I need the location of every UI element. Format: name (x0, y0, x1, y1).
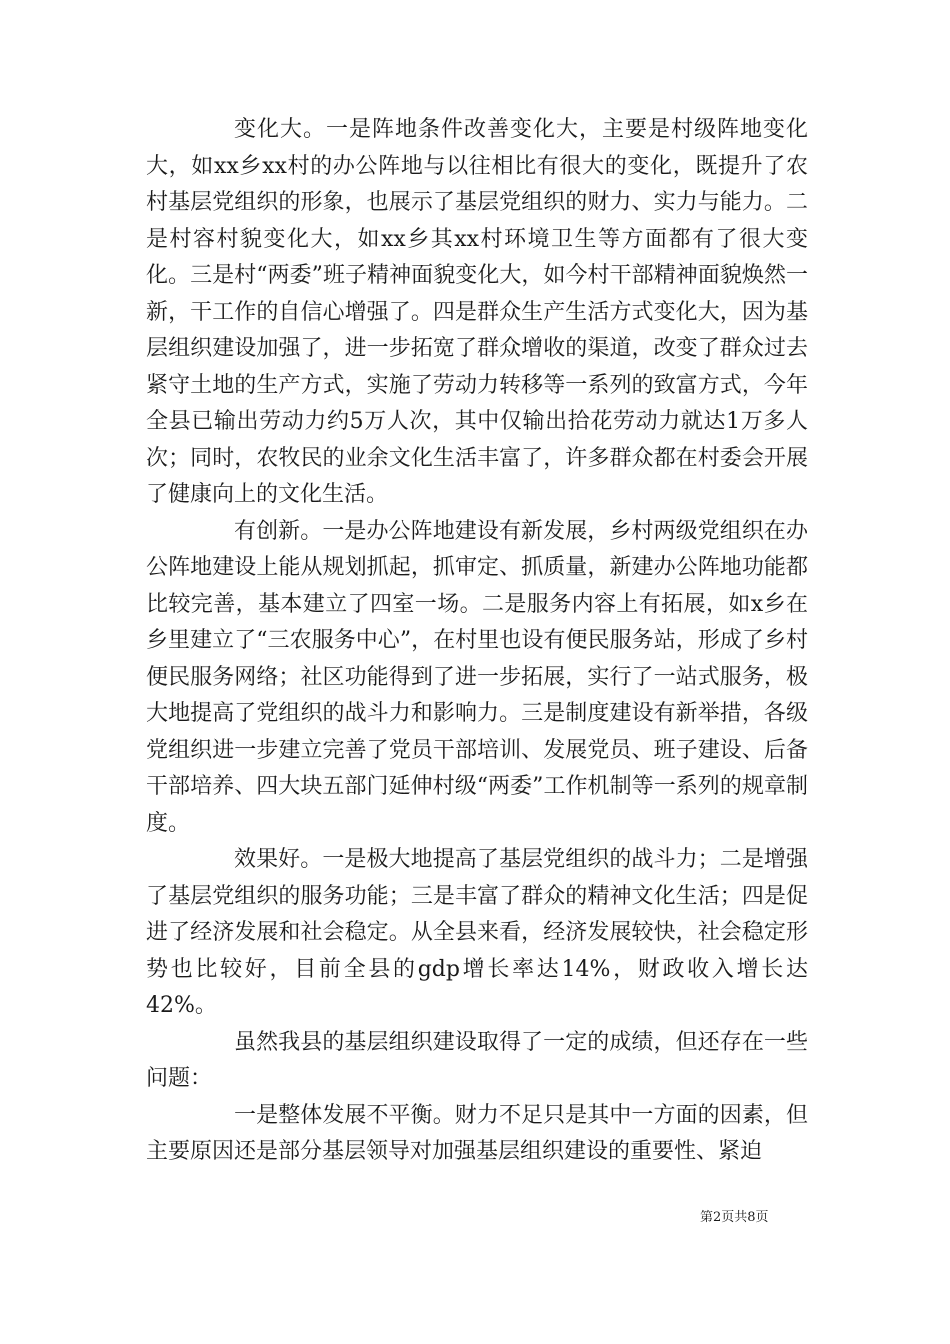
document-body (146, 112, 808, 1171)
paragraph-innovation: 有创新。一是办公阵地建设有新发展，乡村两级党组织在办公阵地建设上能从规划抓起，抓审定、抓质量，新建办公阵地功能都比较完善，基本建立了四室一场。二是服务内容上有拓展，如x乡在乡里建立了“三农服务中心”，在村里也设有便民服务站，形成了乡村便民服务网络；社区功能得到了进一步拓展，实行了一站式服务，极大地提高了党组织的战斗力和影响力。三是制度建设有新举措，各级党组织进一步建立完善了党员干部培训、发展党员、班子建设、后备干部培养、四大块五部门延伸村级“两委”工作机制等一系列的规章制度。 (146, 518, 808, 836)
paragraph-changes: 变化大。一是阵地条件改善变化大，主要是村级阵地变化大，如xx乡xx村的办公阵地与以往相比有很大的变化，既提升了农村基层党组织的形象，也展示了基层党组织的财力、实力与能力。二是村容村貌变化大，如xx乡其xx村环境卫生等方面都有了很大变化。三是村“两委”班子精神面貌变化大，如今村干部精神面貌焕然一新，干工作的自信心增强了。四是群众生产生活方式变化大，因为基层组织建设加强了，进一步拓宽了群众增收的渠道，改变了群众过去紧守土地的生产方式，实施了劳动力转移等一系列的致富方式，今年全县已输出劳动力约5万人次，其中仅输出拾花劳动力就达1万多人次；同时，农牧民的业余文化生活丰富了，许多群众都在村委会开展了健康向上的文化生活。 (146, 117, 808, 507)
paragraph-results: 效果好。一是极大地提高了基层党组织的战斗力；二是增强了基层党组织的服务功能；三是丰富了群众的精神文化生活；四是促进了经济发展和社会稳定。从全县来看，经济发展较快，社会稳定形势也比较好，目前全县的gdp增长率达14%，财政收入增长达42%。 (146, 847, 808, 1018)
paragraph-problem-one: 一是整体发展不平衡。财力不足只是其中一方面的因素，但主要原因还是部分基层领导对加强基层组织建设的重要性、紧迫 (146, 1102, 808, 1164)
page-number: 第2页共8页 (700, 1210, 769, 1225)
paragraph-problems-intro: 虽然我县的基层组织建设取得了一定的成绩，但还存在一些问题： (146, 1029, 808, 1091)
